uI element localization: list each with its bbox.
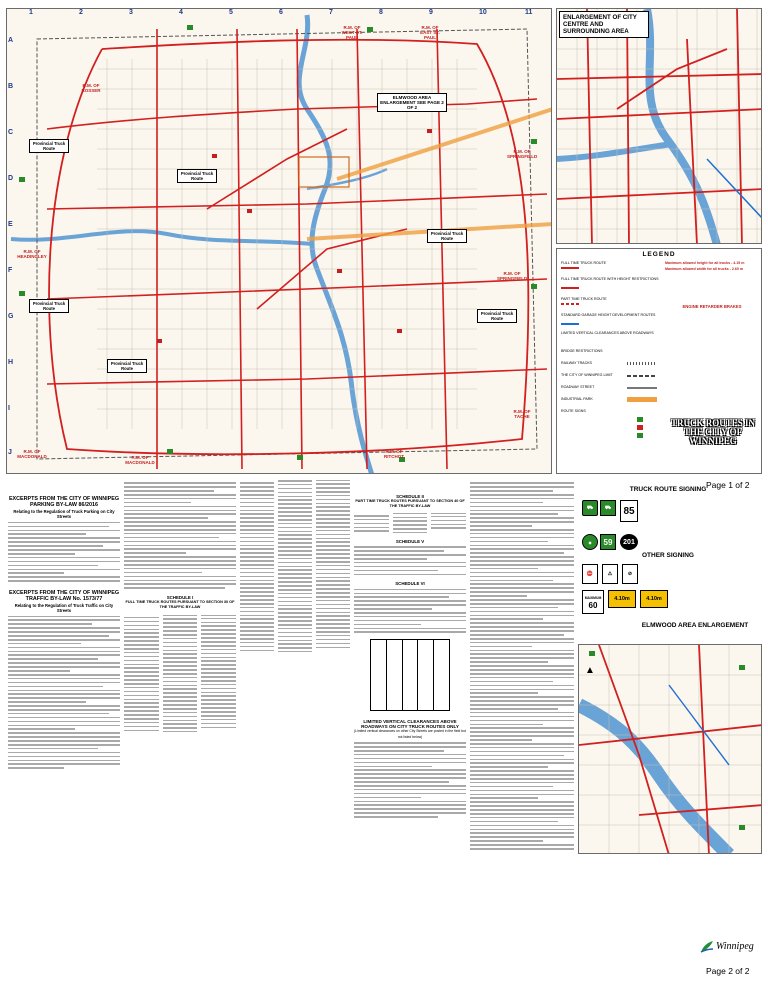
legend-label: FULL TIME TRUCK ROUTE WITH HEIGHT RESTRICTIONS <box>561 277 659 281</box>
clearances-heading: LIMITED VERTICAL CLEARANCES ABOVE ROADWAYS ON CITY TRUCK ROUTES ONLY <box>361 719 459 730</box>
municipality-label: R.M. OF TACHE <box>513 409 531 419</box>
grid-letter: H <box>8 359 14 366</box>
truck-route-sign-icon: ⛟ <box>582 500 598 516</box>
page-number: Page 2 of 2 <box>706 966 750 976</box>
legend-label: RAILWAY TRACKS <box>561 361 592 365</box>
engine-brake-title: ENGINE RETARDER BRAKES <box>682 304 742 309</box>
legend-label: FULL TIME TRUCK ROUTE <box>561 261 607 265</box>
map-main-title: TRUCK ROUTES IN THE CITY OF WINNIPEG <box>670 418 755 446</box>
speed-limit-60-sign <box>582 590 604 614</box>
legend-panel <box>556 248 762 474</box>
city-centre-enlargement[interactable] <box>556 8 762 244</box>
grid-letter: J <box>8 449 12 456</box>
bylaw-text <box>8 616 120 769</box>
legend-label: BRIDGE RESTRICTIONS <box>561 349 603 353</box>
schedule-text <box>354 589 466 633</box>
bylaw-text <box>124 482 236 589</box>
clearances-subheading: (Limited vertical clearances on other City Streets are posted in the field but not listed below) <box>354 729 466 739</box>
municipality-label: R.M. OF RITCHOT <box>384 449 404 459</box>
other-signing-title: OTHER SIGNING <box>641 552 694 559</box>
schedule-heading: SCHEDULE I <box>166 594 194 600</box>
municipality-label: R.M. OF EAST ST. PAUL <box>420 25 440 40</box>
highway-85-sign: 85 <box>620 500 638 522</box>
grid-number: 11 <box>525 9 533 16</box>
municipality-label: R.M. OF ROSSER <box>81 83 101 93</box>
elmwood-canvas <box>579 645 762 854</box>
grid-number: 5 <box>229 9 233 16</box>
grid-number: 1 <box>29 9 33 16</box>
elmwood-map[interactable] <box>578 644 762 854</box>
annotation-box: Provincial Truck Route <box>29 299 69 313</box>
legend-label: ROADWAY STREET <box>561 385 595 389</box>
reference-table <box>370 639 450 711</box>
municipality-label: R.M. OF SPRINGFIELD <box>497 271 528 281</box>
grid-letter: G <box>8 313 14 320</box>
legend-swatch <box>627 387 657 389</box>
clearance-sign: 4.10m <box>608 590 636 608</box>
municipality-label: R.M. OF HEADINGLEY <box>17 249 47 259</box>
no-trucks-sign-icon: ⛔ <box>582 564 598 584</box>
page-number: Page 1 of 2 <box>706 480 750 490</box>
clearances-list <box>354 742 466 818</box>
speed-value: 60 <box>588 601 598 610</box>
clearances-list <box>470 482 574 849</box>
enlargement-title: ENLARGEMENT OF CITY CENTRE AND SURROUNDING AREA <box>559 11 649 38</box>
height-note: Maximum allowed height for all trucks - 4.15 m <box>665 261 745 265</box>
legend-label: THE CITY OF WINNIPEG LIMIT <box>561 373 613 377</box>
schedule-table <box>240 480 350 652</box>
route-sign-icon <box>637 433 643 438</box>
route-shield-icon: ◆ <box>582 534 598 550</box>
legend-label: INDUSTRIAL PARK <box>561 397 593 401</box>
legend-swatch <box>561 323 579 325</box>
legend-swatch <box>561 287 579 289</box>
grid-number: 6 <box>279 9 283 16</box>
signing-title: TRUCK ROUTE SIGNING <box>629 486 707 493</box>
legend-swatch <box>561 303 579 305</box>
legend-swatch <box>561 267 579 269</box>
grid-letter: C <box>8 129 14 136</box>
city-logo-icon <box>700 940 714 954</box>
schedule-heading: SCHEDULE V <box>395 538 425 544</box>
legend-label: PART TIME TRUCK ROUTE <box>561 297 607 301</box>
route-59-sign: 59 <box>600 534 616 550</box>
schedule-column <box>240 480 350 980</box>
grid-number: 7 <box>329 9 333 16</box>
bylaw-subheading: Relating to the Regulation of Truck Traffic on City Streets <box>14 602 114 613</box>
no-entry-sign-icon: ⊘ <box>622 564 638 584</box>
legend-title: LEGEND <box>642 251 676 258</box>
municipality-label: R.M. OF MACDONALD <box>17 449 47 459</box>
bylaw-text <box>8 522 120 582</box>
annotation-box: Provincial Truck Route <box>177 169 217 183</box>
grid-number: 2 <box>79 9 83 16</box>
enlargement-canvas <box>557 9 762 244</box>
bylaw-heading: EXCERPTS FROM THE CITY OF WINNIPEG TRAFFIC BY-LAW No. 1573/77 <box>8 589 120 603</box>
legend-label: STANDARD GARAGE HEIGHT DEVELOPMENT ROUTES <box>561 313 656 317</box>
schedule-heading: SCHEDULE II <box>396 494 424 499</box>
grid-number: 9 <box>429 9 433 16</box>
schedule-table <box>124 615 236 732</box>
annotation-box: Provincial Truck Route <box>29 139 69 153</box>
grid-number: 4 <box>179 9 183 16</box>
schedule-table <box>354 513 466 533</box>
bylaw-column <box>124 480 236 980</box>
grid-number: 3 <box>129 9 133 16</box>
schedule-subheading: PART TIME TRUCK ROUTES PURSUANT TO SECTION 40 OF THE TRAFFIC BY-LAW <box>355 499 465 509</box>
annotation-box: Provincial Truck Route <box>107 359 147 373</box>
grid-number: 8 <box>379 9 383 16</box>
route-sign-icon <box>637 425 643 430</box>
clearance-sign: 4.10m <box>640 590 668 608</box>
schedule-subheading: FULL TIME TRUCK ROUTES PURSUANT TO SECTION 30 OF THE TRAFFIC BY-LAW <box>125 600 235 610</box>
grid-number: 10 <box>479 9 487 16</box>
legend-swatch <box>627 362 657 365</box>
map-canvas <box>7 9 552 474</box>
elmwood-title: ELMWOOD AREA ENLARGEMENT <box>641 622 749 629</box>
clearances-column <box>470 480 574 980</box>
legend-swatch <box>627 375 657 377</box>
route-201-sign: 201 <box>620 534 638 550</box>
legend-label: ROUTE SIGNS <box>561 409 586 413</box>
engine-brake-sign-icon: ⚠ <box>602 564 618 584</box>
city-map[interactable] <box>6 8 552 474</box>
truck-route-sign-icon: ⛟ <box>600 500 616 516</box>
municipality-label: R.M. OF WEST ST. PAUL <box>341 25 363 40</box>
schedule-column <box>354 480 466 980</box>
bylaw-subheading: Relating to the Regulation of Truck Parking on City Streets <box>13 508 115 519</box>
grid-letter: D <box>8 175 14 182</box>
legend-swatch <box>627 397 657 402</box>
grid-letter: E <box>8 221 13 228</box>
bylaw-heading: EXCERPTS FROM THE CITY OF WINNIPEG PARKING BY-LAW 86/2016 <box>8 496 120 509</box>
north-arrow-icon: ▲ <box>585 665 595 676</box>
grid-letter: F <box>8 267 13 274</box>
grid-letter: B <box>8 83 14 90</box>
legend-label: LIMITED VERTICAL CLEARANCES ABOVE ROADWAYS <box>561 331 654 335</box>
schedule-heading: SCHEDULE VI <box>395 581 425 587</box>
annotation-box: Provincial Truck Route <box>477 309 517 323</box>
grid-letter: A <box>8 37 14 44</box>
grid-letter: I <box>8 405 10 412</box>
bylaw-column <box>8 480 120 980</box>
schedule-text <box>354 546 466 575</box>
annotation-box: Provincial Truck Route <box>427 229 467 243</box>
route-sign-icon <box>637 417 643 422</box>
height-note: Maximum allowed width for all trucks - 2.60 m <box>665 267 744 271</box>
municipality-label: R.M. OF SPRINGFIELD <box>507 149 538 159</box>
city-name: Winnipeg <box>716 941 754 952</box>
municipality-label: R.M. OF MACDONALD <box>125 455 155 465</box>
elmwood-callout[interactable]: ELMWOOD AREA ENLARGEMENT SEE PAGE 2 OF 2 <box>377 93 447 112</box>
maximum-label: MAXIMUM <box>584 596 602 600</box>
